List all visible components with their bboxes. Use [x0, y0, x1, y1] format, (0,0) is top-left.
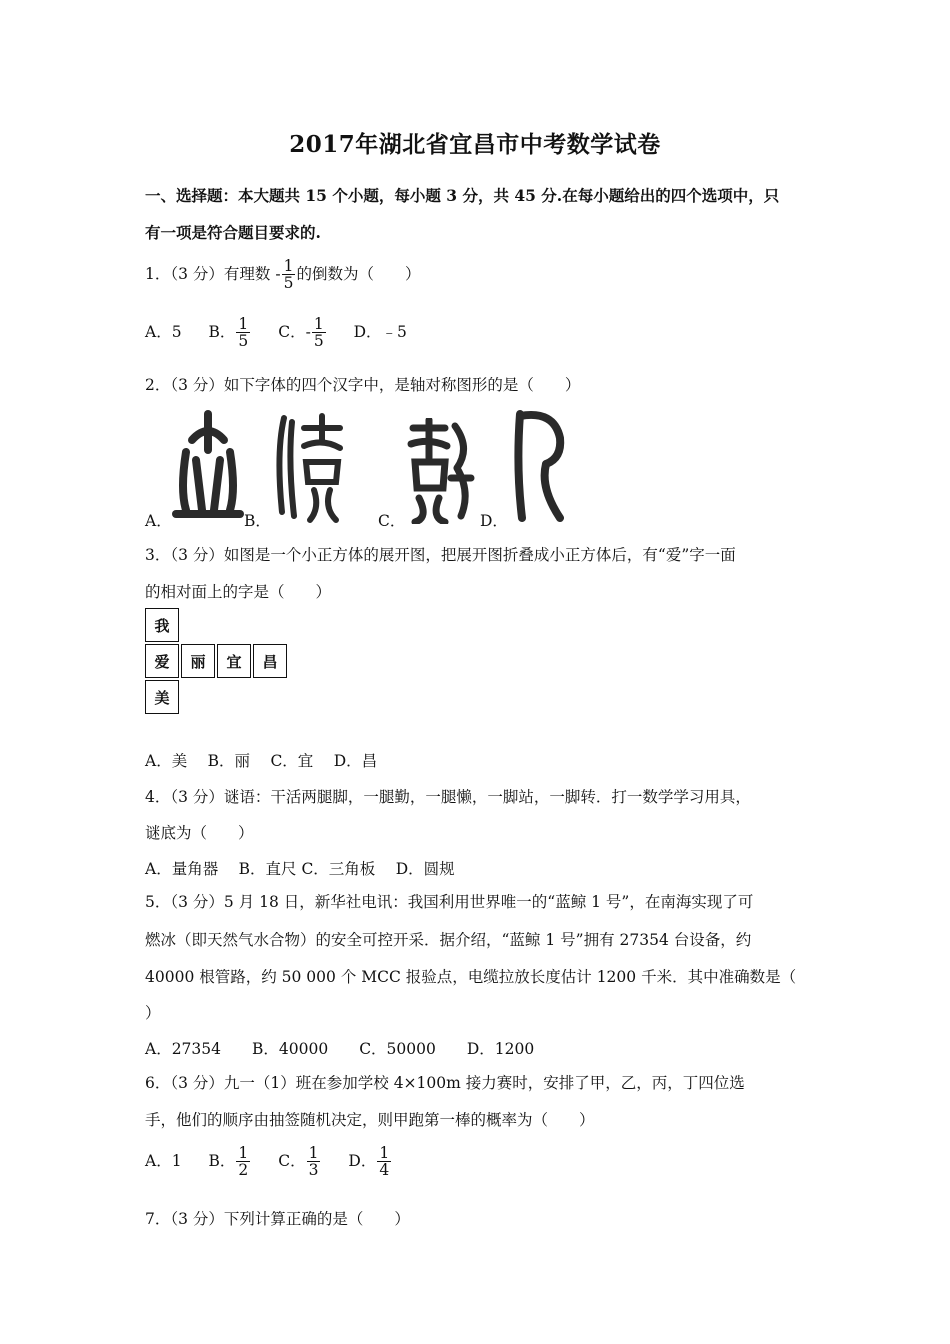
q1-option-a: A．5: [145, 322, 182, 341]
section-heading-line1: 一、选择题：本大题共 15 个小题，每小题 3 分，共 45 分.在每小题给出的四个选项中，只: [145, 186, 780, 205]
net-cell-wo: 我: [145, 608, 179, 642]
question-2: 2．（3 分）如下字体的四个汉字中，是轴对称图形的是（ ）: [145, 376, 581, 394]
q6-option-b: B． $\frac{1}{2}$: [208, 1144, 249, 1180]
section-heading-line2: 有一项是符合题目要求的.: [145, 223, 321, 242]
seal-glyph-a-image: [172, 410, 244, 522]
q1-option-d: D．﹣5: [353, 322, 407, 341]
question-7: 7．（3 分）下列计算正确的是（ ）: [145, 1210, 410, 1228]
net-cell-yi: 宜: [217, 644, 251, 678]
question-3-line1: 3．（3 分）如图是一个小正方体的展开图，把展开图折叠成小正方体后，有“爱”字一面: [145, 546, 736, 564]
q2-label-a: A．: [145, 512, 172, 530]
q1-suffix: 的倒数为（ ）: [296, 264, 421, 283]
seal-glyph-c-image: [405, 418, 475, 524]
q3-options: A．美 B．丽 C．宜 D．昌: [145, 752, 378, 770]
q1-prefix: 1．（3 分）有理数 -: [145, 264, 281, 283]
question-5-line2: 燃冰（即天然气水合物）的安全可控开采．据介绍，“蓝鲸 1 号”拥有 27354 台设备，约: [145, 931, 752, 949]
seal-glyph-b-image: [270, 412, 346, 524]
q4-options: A．量角器 B．直尺 C．三角板 D．圆规: [145, 860, 455, 878]
q6-option-c: C． $\frac{1}{3}$: [278, 1144, 319, 1180]
q2-label-d: D．: [480, 512, 508, 530]
question-3-line2: 的相对面上的字是（ ）: [145, 583, 332, 601]
q2-label-b: B．: [244, 512, 271, 530]
question-5-line3: 40000 根管路，约 50 000 个 MCC 报验点，电缆拉放长度估计 1200 千米．其中准确数是（: [145, 968, 797, 986]
q6-options: [145, 1145, 414, 1179]
net-cell-mei: 美: [145, 680, 179, 714]
net-cell-li: 丽: [181, 644, 215, 678]
question-6-line2: 手，他们的顺序由抽签随机决定，则甲跑第一棒的概率为（ ）: [145, 1111, 595, 1129]
question-4-line1: 4．（3 分）谜语：干活两腿脚，一腿勤，一腿懒，一脚站，一脚转．打一数学学习用具，: [145, 788, 751, 806]
question-5-line1: 5．（3 分）5 月 18 日，新华社电讯：我国利用世界唯一的“蓝鲸 1 号”，在南海实现了可: [145, 893, 754, 911]
q1-fraction: [282, 258, 296, 292]
q1-options: [145, 316, 429, 350]
q1-option-c: C．- $\frac{1}{5}$: [278, 315, 324, 351]
q5-options: A．27354 B．40000 C．50000 D．1200: [145, 1040, 535, 1058]
question-6-line1: 6．（3 分）九一（1）班在参加学校 4×100m 接力赛时，安排了甲，乙，丙，丁四位选: [145, 1074, 745, 1092]
q6-option-d: D． $\frac{1}{4}$: [348, 1144, 390, 1180]
question-1: [145, 258, 420, 292]
q1-frac-num: 1: [283, 257, 294, 275]
page-title: 2017年湖北省宜昌市中考数学试卷: [289, 131, 661, 158]
q1-option-b: B． $\frac{1}{5}$: [208, 315, 249, 351]
q1-frac-den: 5: [283, 274, 294, 293]
question-4-line2: 谜底为（ ）: [145, 824, 254, 842]
q6-option-a: A．1: [145, 1151, 182, 1170]
net-cell-ai: 爱: [145, 644, 179, 678]
net-cell-chang: 昌: [253, 644, 287, 678]
cube-net-diagram: [145, 608, 287, 716]
q2-label-c: C．: [378, 512, 406, 530]
seal-glyph-d-image: [510, 408, 568, 524]
question-5-line4: ）: [145, 1004, 161, 1022]
